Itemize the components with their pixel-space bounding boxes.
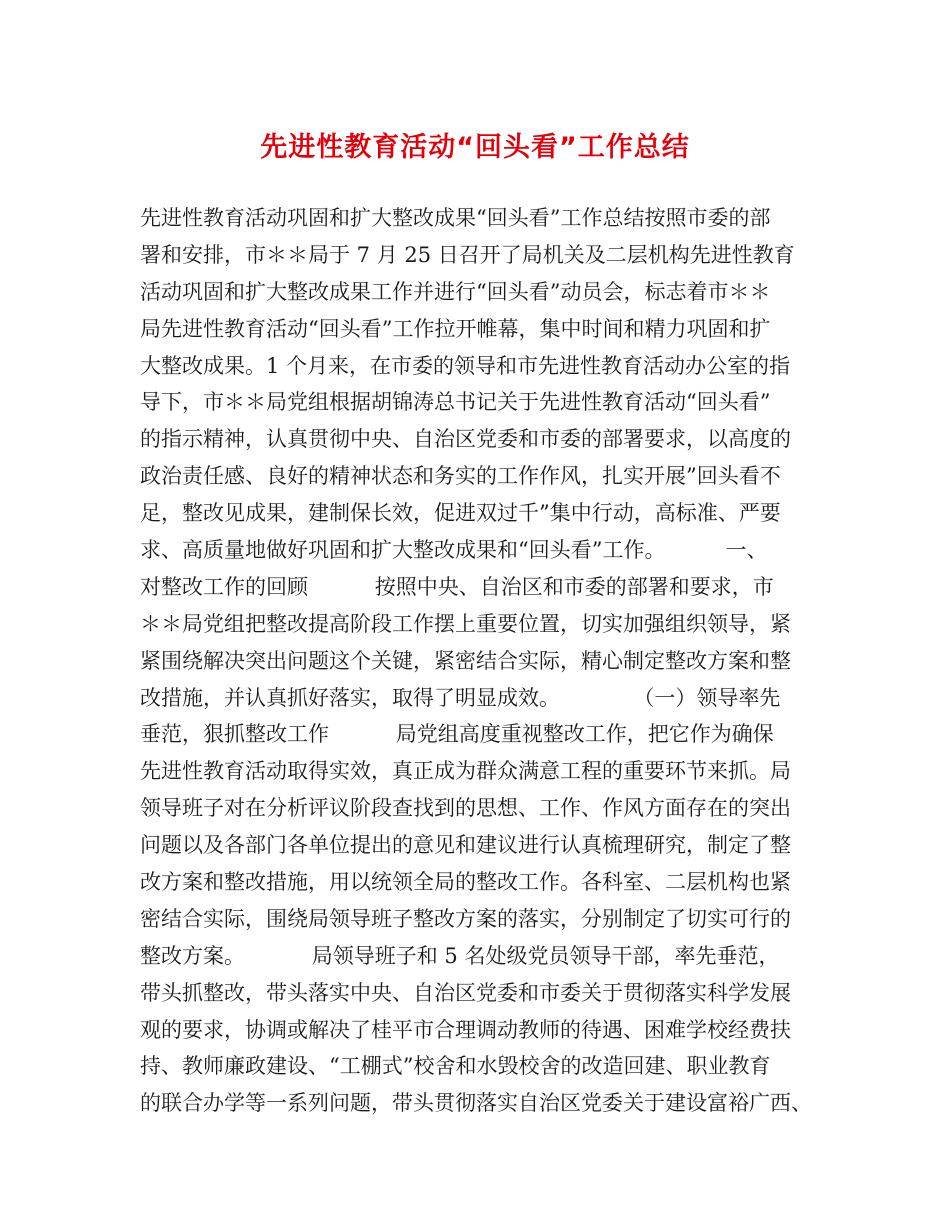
body-text-line: ＊＊局党组把整改提高阶段工作摆上重要位置，切实加强组织领导，紧: [140, 611, 791, 636]
body-text-line: 署和安排，市＊＊局于 7 月 25 日召开了局机关及二层机构先进性教育: [140, 242, 795, 267]
body-text-line: 持、教师廉政建设、“工棚式”校舍和水毁校舍的改造回建、职业教育: [140, 1054, 771, 1079]
body-text-line: 带头抓整改，带头落实中央、自治区党委和市委关于贯彻落实科学发展: [140, 980, 791, 1005]
body-text-line: 大整改成果。1 个月来，在市委的领导和市先进性教育活动办公室的指: [140, 353, 791, 378]
body-text-line: 改措施，并认真抓好落实，取得了明显成效。 （一）领导率先: [140, 685, 781, 710]
body-text-line: 政治责任感、良好的精神状态和务实的工作作风，扎实开展”回头看不: [140, 464, 781, 489]
body-text-line: 的指示精神，认真贯彻中央、自治区党委和市委的部署要求，以高度的: [140, 427, 791, 452]
body-text-line: 观的要求，协调或解决了桂平市合理调动教师的待遇、困难学校经费扶: [140, 1017, 791, 1042]
body-text-line: 先进性教育活动取得实效，真正成为群众满意工程的重要环节来抓。局: [140, 759, 791, 784]
body-text-line: 对整改工作的回顾 按照中央、自治区和市委的部署和要求，市: [140, 574, 774, 599]
body-text-line: 求、高质量地做好巩固和扩大整改成果和“回头看”工作。 一、: [140, 538, 768, 563]
body-text-line: 整改方案。 局领导班子和 5 名处级党员领导干部，率先垂范，: [140, 943, 780, 968]
body-text-line: 问题以及各部门各单位提出的意见和建议进行认真梳理研究，制定了整: [140, 833, 791, 858]
body-text-line: 改方案和整改措施，用以统领全局的整改工作。各科室、二层机构也紧: [140, 870, 791, 895]
body-text-line: 垂范，狠抓整改工作 局党组高度重视整改工作，把它作为确保: [140, 722, 774, 747]
body-text-line: 足，整改见成果，建制保长效，促进双过千”集中行动，高标准、严要: [140, 501, 781, 526]
body-text-line: 导下，市＊＊局党组根据胡锦涛总书记关于先进性教育活动“回头看”: [140, 390, 771, 415]
body-text-line: 活动巩固和扩大整改成果工作并进行“回头看”动员会，标志着市＊＊: [140, 279, 771, 304]
body-text-line: 领导班子对在分析评议阶段查找到的思想、工作、作风方面存在的突出: [140, 796, 791, 821]
body-text-line: 紧围绕解决突出问题这个关键，紧密结合实际，精心制定整改方案和整: [140, 648, 791, 673]
body-text-line: 先进性教育活动巩固和扩大整改成果“回头看”工作总结按照市委的部: [140, 206, 771, 230]
document-body: [140, 200, 830, 1122]
body-text-line: 密结合实际，围绕局领导班子整改方案的落实，分别制定了切实可行的: [140, 906, 791, 931]
body-text-line: 局先进性教育活动“回头看”工作拉开帷幕，集中时间和精力巩固和扩: [140, 316, 771, 341]
body-text-line: 的联合办学等一系列问题，带头贯彻落实自治区党委关于建设富裕广西、: [140, 1091, 812, 1116]
document-title: 先进性教育活动“回头看”工作总结: [260, 132, 690, 163]
